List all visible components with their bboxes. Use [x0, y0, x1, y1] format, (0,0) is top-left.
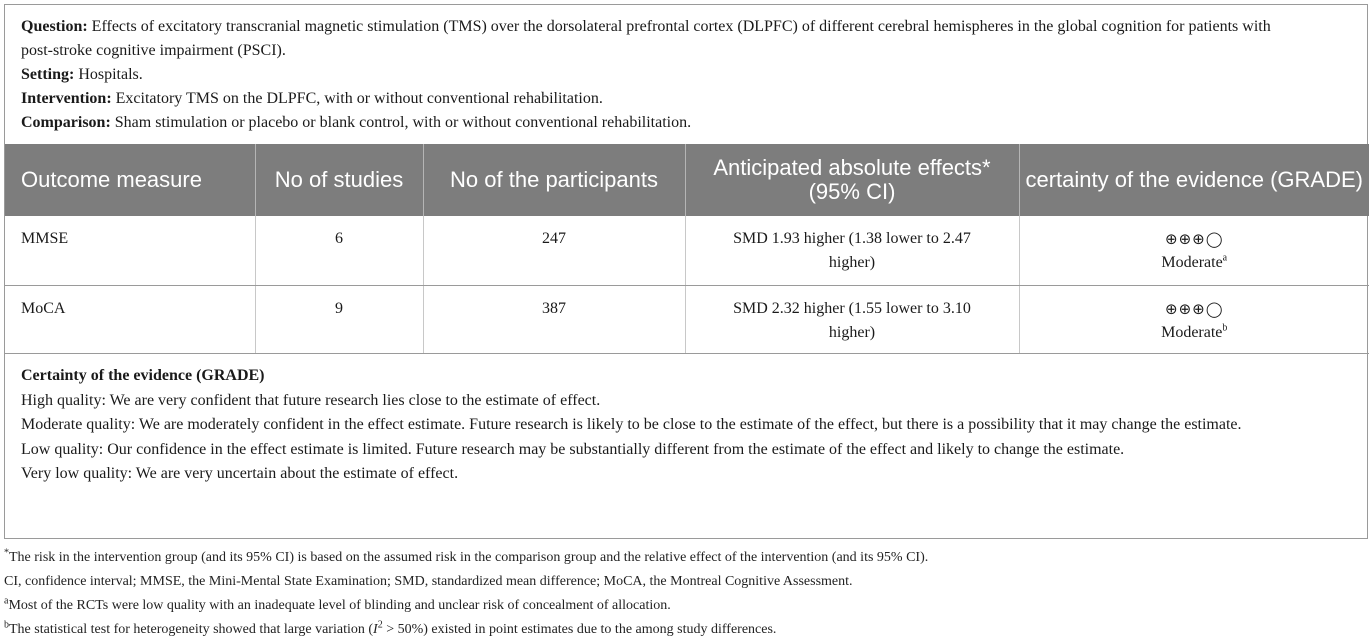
table-row	[5, 285, 1369, 353]
grade-very-low: Very low quality: We are very uncertain about the estimate of effect.	[21, 465, 459, 482]
cell-certainty	[1019, 216, 1369, 285]
effect-text: SMD 2.32 higher (1.55 lower to 3.10 higher)	[733, 299, 971, 341]
table-header-row	[5, 144, 1369, 216]
cell-effect	[685, 216, 1019, 285]
certainty-rating	[1026, 251, 1364, 275]
certainty-footnote-mark: a	[1222, 252, 1228, 264]
header-no-of-studies: No of studies	[255, 144, 423, 216]
setting-line	[21, 63, 1351, 87]
footnote-a-mark: a	[4, 595, 9, 607]
table-row	[5, 216, 1369, 285]
intervention-label: Intervention:	[21, 90, 112, 107]
question-label: Question:	[21, 18, 88, 35]
footnote-b-superscript: 2	[377, 619, 383, 631]
grade-moderate: Moderate quality: We are moderately confident in the effect estimate. Future research is likely to be close to the estimate of the effect, but there is a possibility that it may change the estimate.	[21, 416, 1242, 433]
grade-low: Low quality: Our confidence in the effect estimate is limited. Future research may be substantially different from the estimate of the effect and likely to change the estimate.	[21, 440, 1125, 458]
certainty-footnote-mark: b	[1222, 322, 1228, 334]
grade-high: High quality: We are very confident that future research lies close to the estimate of effect.	[21, 391, 601, 409]
footnote-b-mark: b	[4, 619, 9, 631]
question-text: Effects of excitatory transcranial magnetic stimulation (TMS) over the dorsolateral prefrontal cortex (DLPFC) of different cerebral hemispheres in the global cognition for patients with post-stroke cognitive impairment (PSCI).	[21, 18, 1271, 59]
footnote-b-text-end: > 50%) existed in point estimates due to the among study differences.	[382, 622, 777, 637]
intervention-line	[21, 87, 1351, 111]
certainty-symbols: ⊕⊕⊕◯	[1165, 299, 1224, 318]
footnote-b-i-symbol: I	[373, 622, 378, 637]
comparison-text: Sham stimulation or placebo or blank control, with or without conventional rehabilitation.	[110, 114, 692, 131]
certainty-label: Moderate	[1161, 323, 1223, 341]
cell-studies: 6	[255, 216, 423, 285]
header-no-of-participants: No of the participants	[423, 144, 685, 216]
cell-outcome: MMSE	[5, 216, 255, 285]
header-certainty: certainty of the evidence (GRADE)	[1019, 144, 1369, 216]
cell-participants: 387	[423, 285, 685, 353]
intervention-text: Excitatory TMS on the DLPFC, with or without conventional rehabilitation.	[111, 90, 603, 107]
footnote-b-text-start: The statistical test for heterogeneity showed that large variation (	[9, 622, 374, 637]
setting-label: Setting:	[21, 66, 75, 83]
cell-participants: 247	[423, 216, 685, 285]
footnote-abbreviations: CI, confidence interval; MMSE, the Mini-Mental State Examination; SMD, standardized mean difference; MoCA, the Montreal Cognitive Assessment.	[4, 574, 853, 589]
question-line	[21, 15, 1271, 63]
grade-definitions	[5, 353, 1367, 487]
grade-title-text: Certainty of the evidence (GRADE)	[21, 367, 265, 384]
certainty-rating	[1026, 321, 1364, 345]
cell-effect	[685, 285, 1019, 353]
header-outcome-measure: Outcome measure	[5, 144, 255, 216]
footnote-b	[4, 618, 1368, 642]
comparison-label: Comparison:	[21, 114, 111, 131]
footnote-star-text: The risk in the intervention group (and its 95% CI) is based on the assumed risk in the comparison group and the relative effect of the intervention (and its 95% CI).	[9, 550, 929, 565]
footnote-star-mark: *	[4, 547, 9, 559]
cell-outcome: MoCA	[5, 285, 255, 353]
effect-text: SMD 1.93 higher (1.38 lower to 2.47 higher)	[733, 230, 971, 271]
setting-text: Hospitals.	[74, 66, 143, 83]
summary-block	[5, 5, 1367, 144]
header-anticipated-effects: Anticipated absolute effects* (95% CI)	[685, 144, 1019, 216]
evidence-table	[5, 144, 1369, 354]
footnotes	[4, 546, 1368, 642]
grade-title	[21, 364, 1271, 389]
cell-certainty	[1019, 285, 1369, 353]
footnote-a-text: Most of the RCTs were low quality with an inadequate level of blinding and unclear risk of concealment of allocation.	[8, 598, 671, 613]
certainty-symbols: ⊕⊕⊕◯	[1165, 230, 1224, 248]
footnote-star	[4, 546, 1368, 570]
footnote-a	[4, 594, 1368, 618]
cell-studies: 9	[255, 285, 423, 353]
comparison-line	[21, 111, 1351, 135]
certainty-label: Moderate	[1161, 254, 1223, 271]
grade-summary-table-box	[4, 4, 1368, 539]
